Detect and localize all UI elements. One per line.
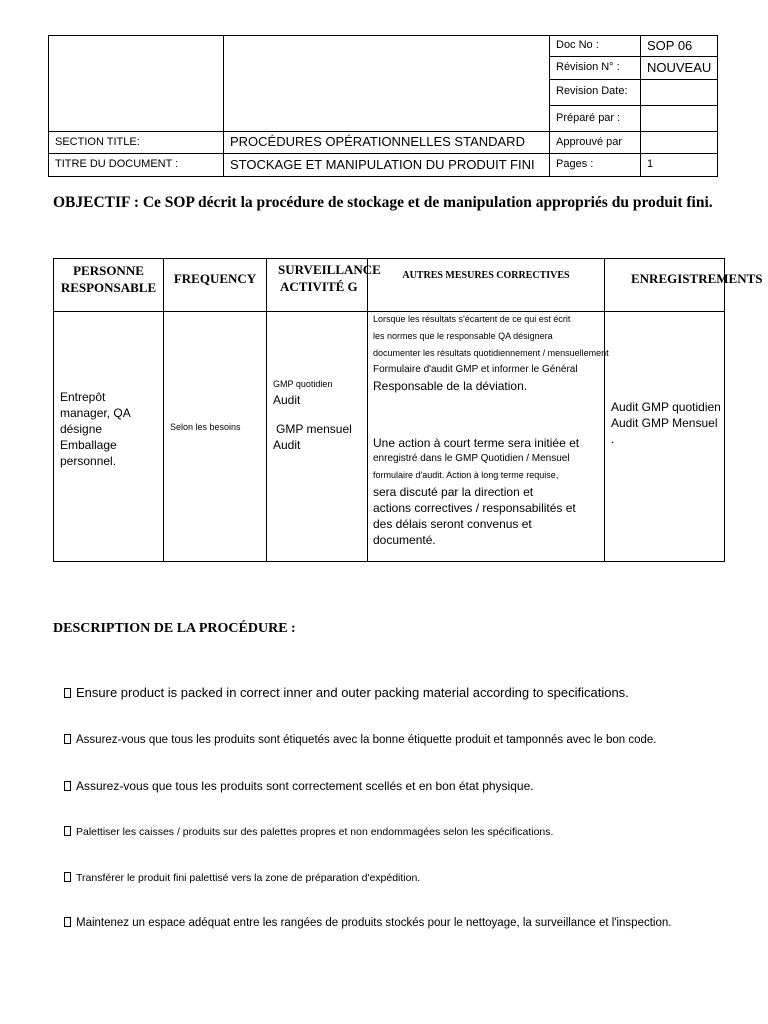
corrective-line: formulaire d'audit. Action à long terme requise, — [373, 470, 559, 480]
corrective-line: enregistré dans le GMP Quotidien / Mensuel — [373, 453, 570, 464]
monitoring-monthly-audit: Audit — [273, 438, 301, 452]
records-line: . — [611, 432, 615, 446]
header-responsible — [54, 262, 163, 296]
header-monitoring-line: SURVEILLANCE — [278, 262, 381, 277]
records-line: Audit GMP quotidien — [611, 400, 721, 414]
header-divider — [640, 36, 641, 176]
table-divider — [367, 259, 368, 561]
procedure-step-text: Assurez-vous que tous les produits sont correctement scellés et en bon état physique. — [76, 779, 534, 793]
revision-no-value: NOUVEAU — [647, 60, 712, 75]
corrective-line: documenter les résultats quotidiennement / mensuellement — [373, 348, 609, 358]
objective-statement: OBJECTIF : Ce SOP décrit la procédure de stockage et de manipulation appropriés du produit fini. — [53, 194, 713, 211]
records-line: Audit GMP Mensuel — [611, 416, 718, 430]
procedure-step — [64, 779, 534, 793]
document-title-label: TITRE DU DOCUMENT : — [55, 158, 179, 170]
prepared-by-label: Préparé par : — [556, 112, 621, 124]
checkbox-icon — [64, 734, 71, 744]
procedure-step — [64, 826, 553, 838]
header-corrective: AUTRES MESURES CORRECTIVES — [402, 270, 570, 281]
corrective-line: sera discuté par la direction et — [373, 485, 534, 499]
header-divider — [549, 131, 717, 132]
procedure-step-text: Transférer le produit fini palettisé vers la zone de préparation d'expédition. — [76, 872, 421, 884]
pages-value: 1 — [647, 158, 654, 170]
header-monitoring-line: ACTIVITÉ G — [280, 279, 358, 294]
checkbox-icon — [64, 781, 71, 791]
header-frequency: FREQUENCY — [173, 271, 257, 286]
section-title-label: SECTION TITLE: — [55, 136, 140, 148]
header-divider — [49, 131, 549, 132]
records-cell — [611, 399, 721, 447]
procedure-step — [64, 917, 671, 929]
monitoring-monthly: GMP mensuel — [276, 422, 352, 436]
monitoring-daily-small: GMP quotidien — [273, 379, 333, 389]
frequency-cell: Selon les besoins — [170, 422, 241, 432]
procedure-step-text: Ensure product is packed in correct inner and outer packing material according to specifications. — [76, 685, 629, 700]
corrective-line: documenté. — [373, 533, 436, 547]
checkbox-icon — [64, 872, 71, 882]
responsible-line: manager, QA — [60, 406, 131, 420]
doc-no-value: SOP 06 — [647, 38, 693, 53]
approved-by-label: Approuvé par — [556, 136, 623, 148]
procedure-step-text: Maintenez un espace adéquat entre les rangées de produits stockés pour le nettoyage, la surveillance et l'inspection. — [76, 917, 672, 929]
checkbox-icon — [64, 917, 71, 927]
header-divider — [549, 105, 717, 106]
monitoring-daily-audit: Audit — [273, 393, 301, 407]
responsible-line: Entrepôt — [60, 390, 106, 404]
document-header-table — [48, 35, 718, 177]
responsible-line: Emballage — [60, 438, 117, 452]
procedure-step-text: Assurez-vous que tous les produits sont étiquetés avec la bonne étiquette produit et tamponnés avec le bon code. — [76, 734, 657, 746]
header-responsible-line: PERSONNE — [73, 263, 144, 278]
checkbox-icon — [64, 826, 71, 836]
header-divider — [549, 56, 717, 57]
table-divider — [163, 259, 164, 561]
procedure-step-text: Palettiser les caisses / produits sur des palettes propres et non endommagées selon les spécifications. — [76, 826, 554, 838]
header-divider — [223, 36, 224, 176]
corrective-line: des délais seront convenus et — [373, 517, 532, 531]
corrective-line: les normes que le responsable QA désignera — [373, 331, 553, 341]
pages-label: Pages : — [556, 158, 594, 170]
responsible-cell — [60, 389, 131, 469]
revision-date-label: Revision Date: — [556, 85, 628, 97]
header-records: ENREGISTREMENTS — [631, 271, 763, 286]
header-divider — [549, 79, 717, 80]
responsible-line: désigne — [60, 422, 103, 436]
document-title-value: STOCKAGE ET MANIPULATION DU PRODUIT FINI — [230, 157, 535, 172]
table-divider — [266, 259, 267, 561]
description-title: DESCRIPTION DE LA PROCÉDURE : — [53, 621, 296, 636]
section-title-value: PROCÉDURES OPÉRATIONNELLES STANDARD — [230, 134, 525, 149]
header-divider — [49, 153, 717, 154]
corrective-cell — [373, 311, 609, 548]
responsibility-table — [53, 258, 763, 562]
procedure-step — [64, 872, 420, 884]
procedure-step — [64, 734, 656, 746]
corrective-line: Responsable de la déviation. — [373, 379, 528, 393]
header-divider — [549, 36, 550, 176]
header-monitoring — [278, 261, 381, 295]
doc-no-label: Doc No : — [556, 39, 599, 51]
revision-no-label: Révision N° : — [556, 61, 620, 73]
corrective-line: Une action à court terme sera initiée et — [373, 436, 580, 450]
corrective-line: Formulaire d'audit GMP et informer le Général — [373, 364, 578, 375]
corrective-line: actions correctives / responsabilités et — [373, 501, 576, 515]
checkbox-icon — [64, 688, 71, 698]
procedure-step — [64, 685, 629, 700]
responsible-line: personnel. — [60, 454, 117, 468]
corrective-line: Lorsque les résultats s'écartent de ce qui est écrit — [373, 314, 571, 324]
header-responsible-line: RESPONSABLE — [60, 280, 157, 295]
